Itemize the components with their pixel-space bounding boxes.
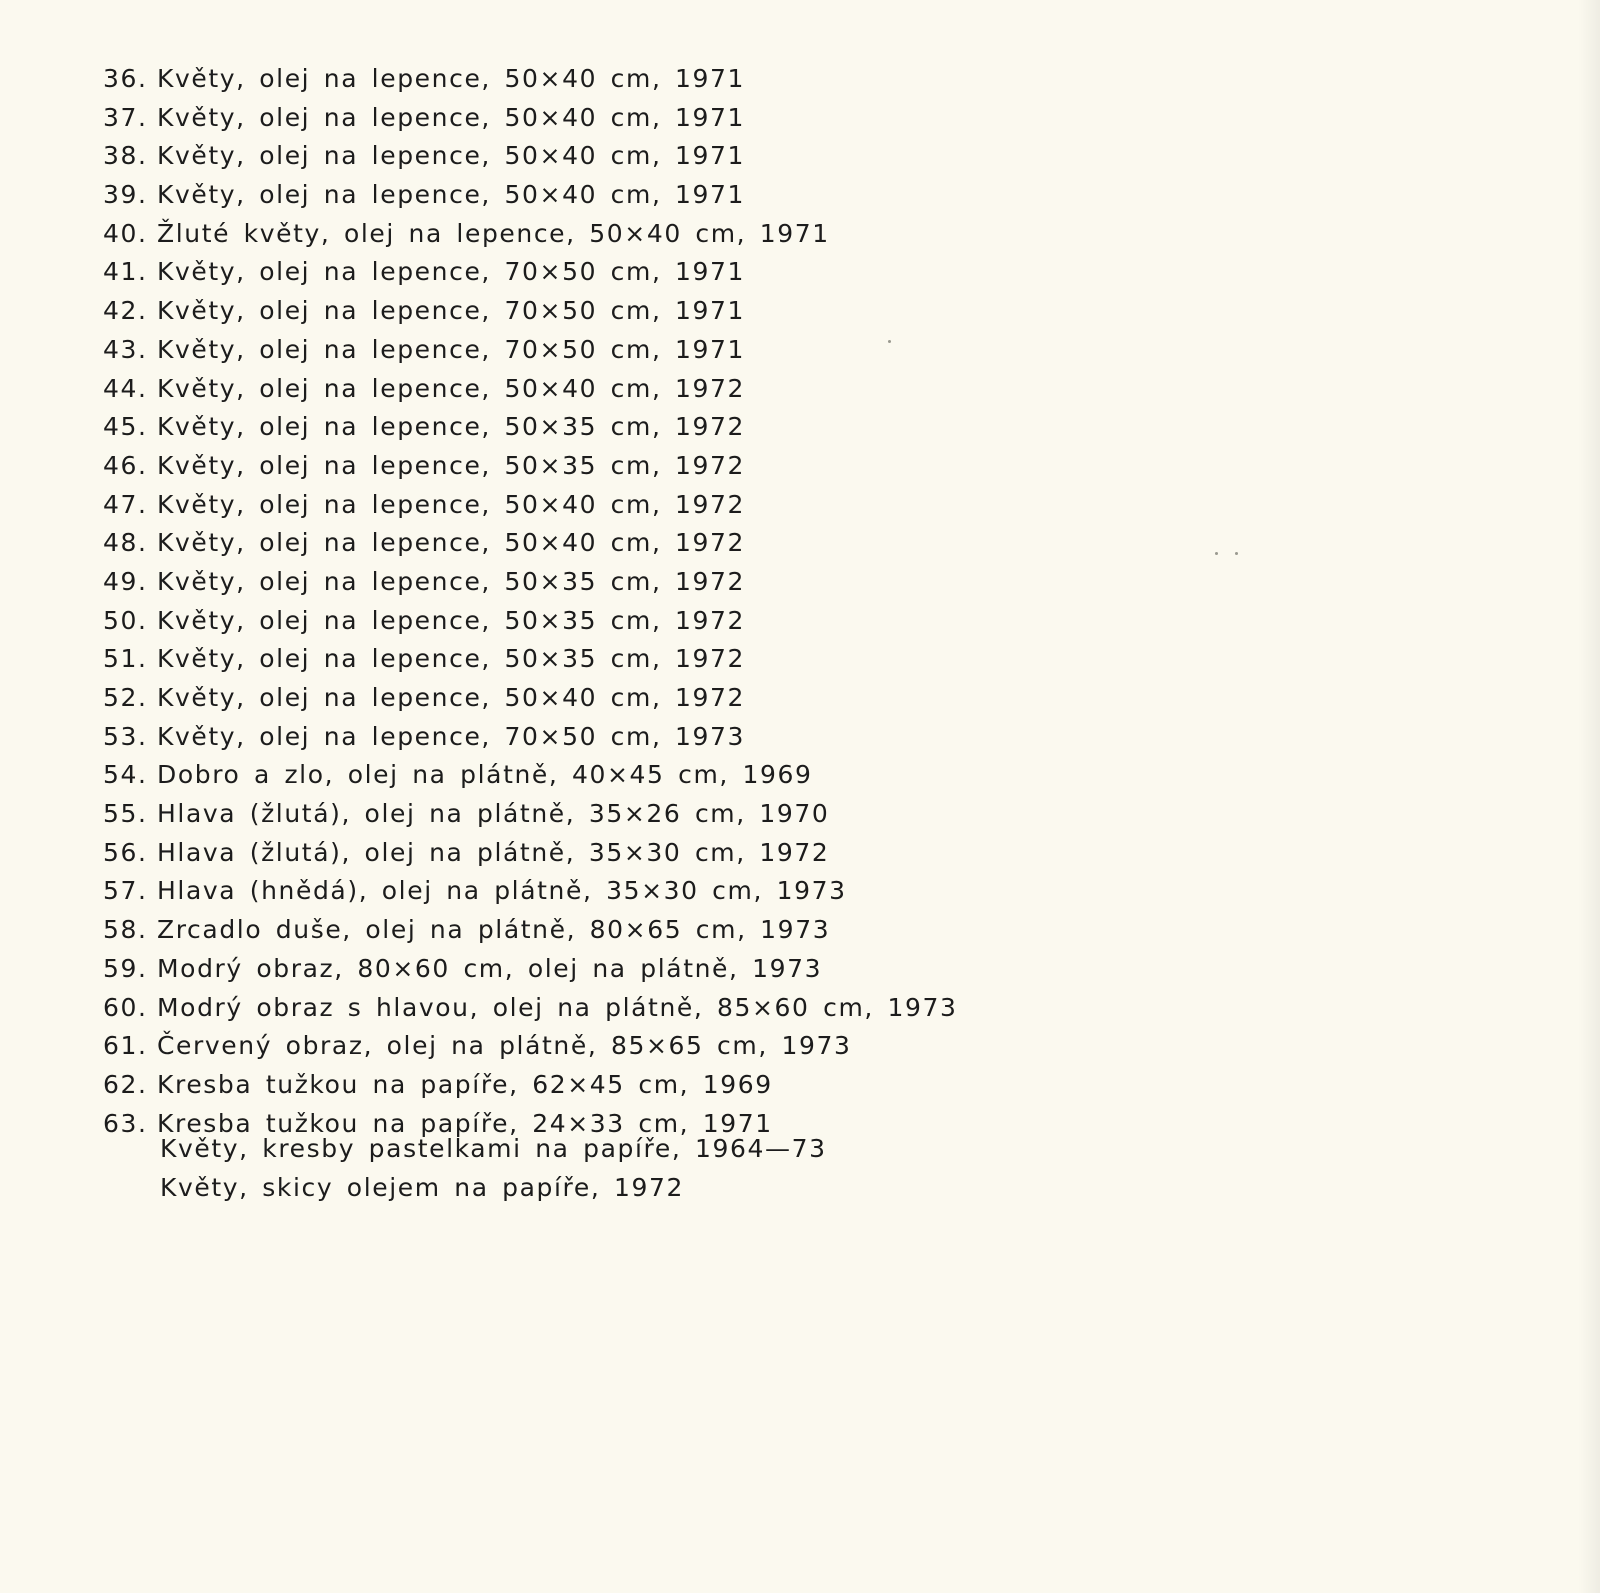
entry-description: Zrcadlo duše, olej na plátně, 80×65 cm, 1973 [157, 915, 831, 945]
catalog-entry [103, 99, 958, 138]
catalog-entry [103, 563, 958, 602]
entry-description: Květy, olej na lepence, 70×50 cm, 1973 [157, 721, 746, 751]
entry-description: Dobro a zlo, olej na plátně, 40×45 cm, 1969 [157, 760, 813, 790]
entry-description: Květy, olej na lepence, 50×40 cm, 1971 [157, 64, 746, 93]
entry-number: 58. [103, 915, 148, 945]
entry-description: Květy, olej na lepence, 50×40 cm, 1972 [157, 489, 746, 519]
paper-speck [888, 340, 891, 343]
entry-number: 45. [103, 412, 148, 442]
entry-description: Žluté květy, olej na lepence, 50×40 cm, 1971 [157, 218, 830, 248]
entry-description: Kresba tužkou na papíře, 62×45 cm, 1969 [157, 1069, 773, 1099]
catalog-list [103, 60, 958, 1143]
entry-number: 63. [103, 1108, 148, 1138]
catalog-entry [103, 408, 958, 447]
entry-description: Květy, olej na lepence, 50×35 cm, 1972 [157, 412, 746, 442]
entry-number: 44. [103, 373, 148, 403]
catalog-entry [103, 486, 958, 525]
paper-speck [1235, 552, 1238, 555]
entry-number: 51. [103, 644, 148, 674]
catalog-entry [103, 989, 958, 1028]
catalog-entry [103, 60, 958, 99]
entry-number: 50. [103, 605, 148, 635]
entry-number: 47. [103, 489, 148, 519]
entry-description: Květy, olej na lepence, 50×40 cm, 1971 [157, 180, 746, 210]
entry-number: 61. [103, 1031, 148, 1061]
catalog-entry [103, 215, 958, 254]
paper-speck [1215, 552, 1218, 555]
entry-number: 42. [103, 296, 148, 326]
entry-description: Květy, olej na lepence, 50×40 cm, 1971 [157, 102, 746, 132]
catalog-extras [160, 1130, 827, 1207]
catalog-entry [103, 524, 958, 563]
entry-number: 41. [103, 257, 148, 287]
entry-number: 59. [103, 953, 148, 983]
entry-number: 54. [103, 760, 148, 790]
entry-number: 43. [103, 334, 148, 364]
entry-number: 57. [103, 876, 148, 906]
entry-description: Květy, olej na lepence, 50×35 cm, 1972 [157, 605, 746, 635]
catalog-entry [103, 370, 958, 409]
catalog-entry [103, 679, 958, 718]
catalog-entry [103, 602, 958, 641]
catalog-extra-entry: Květy, kresby pastelkami na papíře, 1964—73 [160, 1134, 827, 1163]
entry-description: Květy, olej na lepence, 50×35 cm, 1972 [157, 450, 746, 480]
entry-number: 52. [103, 683, 148, 712]
catalog-entry [103, 872, 958, 911]
entry-description: Hlava (žlutá), olej na plátně, 35×26 cm, 1970 [157, 799, 830, 829]
catalog-entry [103, 331, 958, 370]
page-edge-shadow [1578, 0, 1600, 1593]
entry-description: Hlava (žlutá), olej na plátně, 35×30 cm, 1972 [157, 837, 830, 867]
entry-description: Květy, olej na lepence, 50×40 cm, 1971 [157, 141, 746, 171]
entry-number: 60. [103, 992, 148, 1022]
entry-number: 40. [103, 218, 148, 248]
entry-number: 38. [103, 141, 148, 171]
catalog-extra-entry: Květy, skicy olejem na papíře, 1972 [160, 1172, 684, 1202]
catalog-entry [103, 640, 958, 679]
entry-description: Květy, olej na lepence, 50×35 cm, 1972 [157, 644, 746, 674]
entry-description: Květy, olej na lepence, 50×40 cm, 1972 [157, 683, 746, 712]
catalog-entry [103, 950, 958, 989]
entry-description: Červený obraz, olej na plátně, 85×65 cm, 1973 [157, 1031, 852, 1061]
entry-description: Hlava (hnědá), olej na plátně, 35×30 cm, 1973 [157, 876, 847, 906]
entry-description: Květy, olej na lepence, 70×50 cm, 1971 [157, 257, 746, 287]
catalog-entry [103, 292, 958, 331]
catalog-entry [103, 447, 958, 486]
catalog-entry [103, 718, 958, 757]
catalog-entry [103, 137, 958, 176]
entry-number: 48. [103, 528, 148, 558]
catalog-entry [103, 1066, 958, 1105]
entry-description: Květy, olej na lepence, 70×50 cm, 1971 [157, 334, 746, 364]
catalog-entry [103, 834, 958, 873]
entry-number: 55. [103, 799, 148, 829]
catalog-entry [103, 1027, 958, 1066]
entry-number: 53. [103, 721, 148, 751]
entry-number: 49. [103, 566, 148, 596]
entry-number: 56. [103, 837, 148, 867]
entry-number: 37. [103, 102, 148, 132]
entry-number: 62. [103, 1069, 148, 1099]
entry-description: Kresba tužkou na papíře, 24×33 cm, 1971 [157, 1108, 773, 1138]
catalog-entry [103, 795, 958, 834]
entry-description: Květy, olej na lepence, 50×35 cm, 1972 [157, 566, 746, 596]
entry-number: 46. [103, 450, 148, 480]
entry-description: Květy, olej na lepence, 50×40 cm, 1972 [157, 528, 746, 558]
catalog-entry [103, 176, 958, 215]
catalog-entry [103, 911, 958, 950]
entry-description: Květy, olej na lepence, 50×40 cm, 1972 [157, 373, 746, 403]
entry-description: Květy, olej na lepence, 70×50 cm, 1971 [157, 296, 746, 326]
catalog-entry [103, 756, 958, 795]
entry-description: Modrý obraz, 80×60 cm, olej na plátně, 1973 [157, 953, 823, 983]
entry-description: Modrý obraz s hlavou, olej na plátně, 85×60 cm, 1973 [157, 992, 958, 1022]
catalog-entry [103, 253, 958, 292]
entry-number: 36. [103, 64, 148, 93]
entry-number: 39. [103, 180, 148, 210]
